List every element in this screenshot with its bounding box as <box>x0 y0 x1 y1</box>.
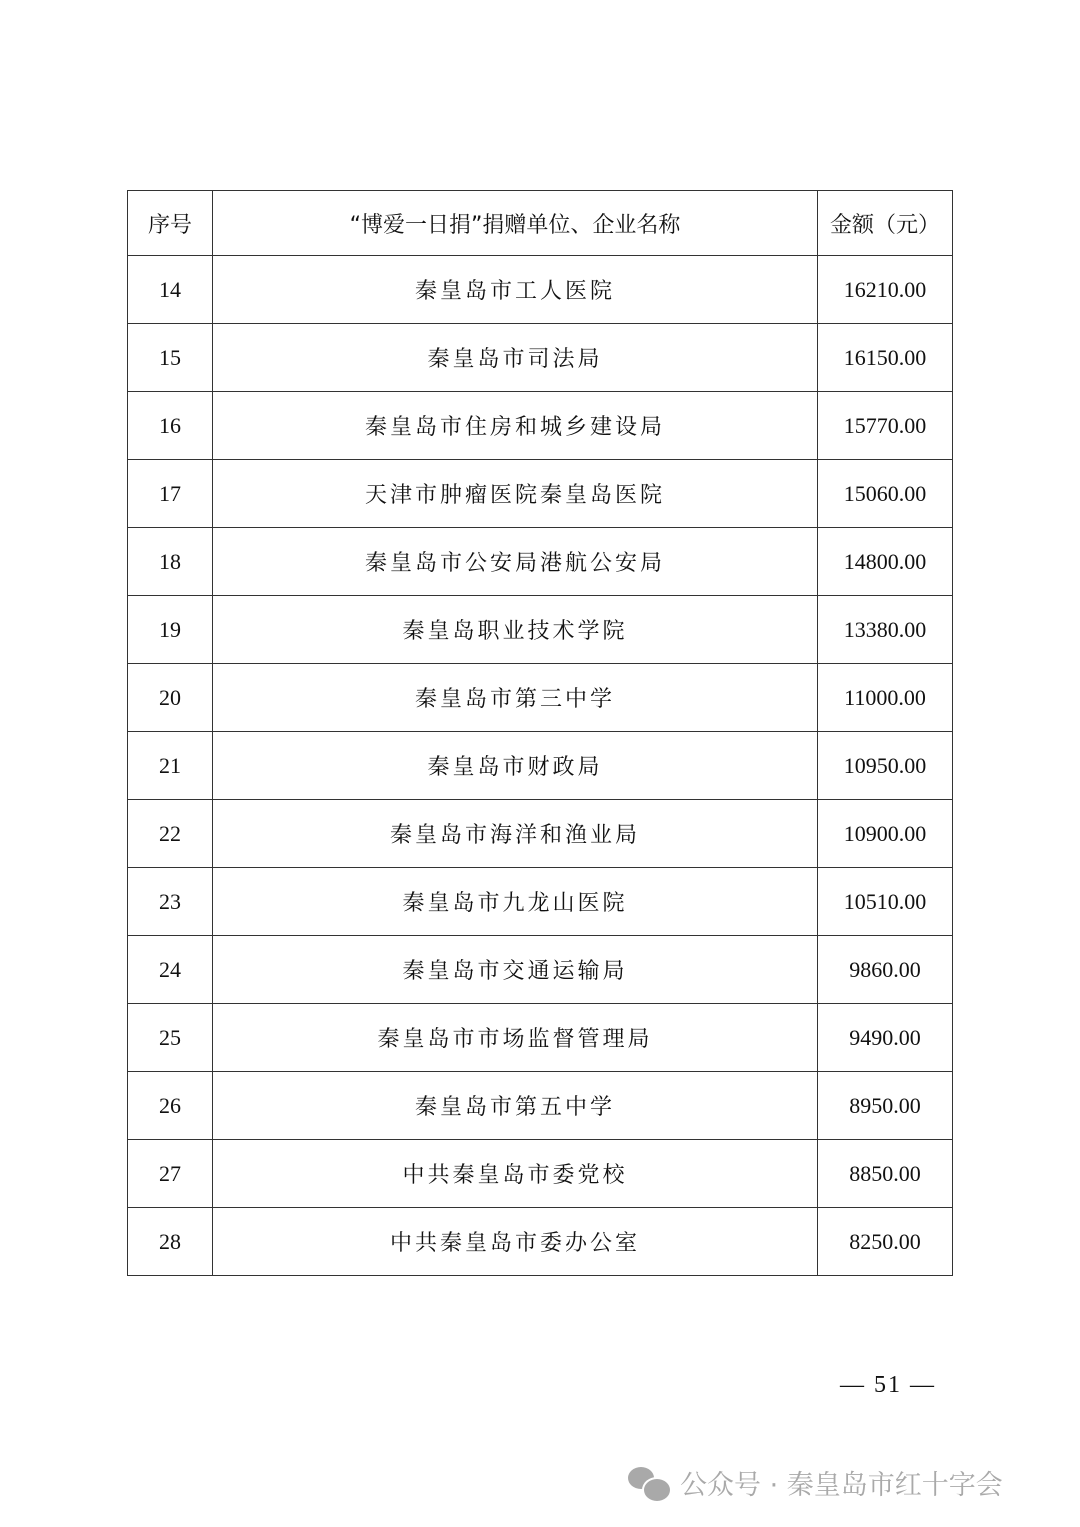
cell-name: 秦皇岛市财政局 <box>213 732 818 800</box>
table-row <box>128 1140 953 1208</box>
cell-amount: 16150.00 <box>818 324 953 392</box>
donation-table <box>127 190 953 1276</box>
cell-name: 秦皇岛市海洋和渔业局 <box>213 800 818 868</box>
cell-name: 秦皇岛市第五中学 <box>213 1072 818 1140</box>
cell-index: 26 <box>128 1072 213 1140</box>
table-row <box>128 256 953 324</box>
cell-name: 秦皇岛市住房和城乡建设局 <box>213 392 818 460</box>
header-amount: 金额（元） <box>818 191 953 256</box>
table-row <box>128 1072 953 1140</box>
table-row <box>128 460 953 528</box>
header-name: “博爱一日捐”捐赠单位、企业名称 <box>213 191 818 256</box>
watermark <box>628 1463 1003 1502</box>
cell-index: 19 <box>128 596 213 664</box>
cell-name: 秦皇岛市交通运输局 <box>213 936 818 1004</box>
table-row <box>128 664 953 732</box>
cell-index: 16 <box>128 392 213 460</box>
cell-name: 秦皇岛市工人医院 <box>213 256 818 324</box>
cell-index: 14 <box>128 256 213 324</box>
cell-amount: 16210.00 <box>818 256 953 324</box>
table-row <box>128 1208 953 1276</box>
cell-index: 20 <box>128 664 213 732</box>
table-row <box>128 732 953 800</box>
table-row <box>128 596 953 664</box>
cell-amount: 10510.00 <box>818 868 953 936</box>
cell-amount: 15770.00 <box>818 392 953 460</box>
cell-amount: 15060.00 <box>818 460 953 528</box>
cell-name: 秦皇岛市九龙山医院 <box>213 868 818 936</box>
cell-amount: 9860.00 <box>818 936 953 1004</box>
table-row <box>128 868 953 936</box>
cell-name: 天津市肿瘤医院秦皇岛医院 <box>213 460 818 528</box>
page-number: — 51 — <box>840 1372 936 1398</box>
cell-index: 15 <box>128 324 213 392</box>
cell-amount: 10900.00 <box>818 800 953 868</box>
cell-name: 秦皇岛市市场监督管理局 <box>213 1004 818 1072</box>
cell-amount: 13380.00 <box>818 596 953 664</box>
cell-name: 秦皇岛市第三中学 <box>213 664 818 732</box>
table-row <box>128 392 953 460</box>
cell-index: 24 <box>128 936 213 1004</box>
watermark-text: 公众号 · 秦皇岛市红十字会 <box>680 1470 1003 1501</box>
cell-amount: 8850.00 <box>818 1140 953 1208</box>
cell-amount: 9490.00 <box>818 1004 953 1072</box>
table-row <box>128 324 953 392</box>
cell-index: 25 <box>128 1004 213 1072</box>
header-index: 序号 <box>128 191 213 256</box>
table-header-row <box>128 191 953 256</box>
cell-index: 27 <box>128 1140 213 1208</box>
cell-name: 秦皇岛市公安局港航公安局 <box>213 528 818 596</box>
cell-amount: 14800.00 <box>818 528 953 596</box>
cell-amount: 11000.00 <box>818 664 953 732</box>
cell-index: 21 <box>128 732 213 800</box>
cell-index: 18 <box>128 528 213 596</box>
table-row <box>128 800 953 868</box>
table-row <box>128 528 953 596</box>
cell-index: 28 <box>128 1208 213 1276</box>
cell-name: 秦皇岛市司法局 <box>213 324 818 392</box>
cell-index: 22 <box>128 800 213 868</box>
table-row <box>128 1004 953 1072</box>
cell-amount: 10950.00 <box>818 732 953 800</box>
cell-index: 17 <box>128 460 213 528</box>
cell-amount: 8250.00 <box>818 1208 953 1276</box>
cell-name: 中共秦皇岛市委党校 <box>213 1140 818 1208</box>
cell-name: 秦皇岛职业技术学院 <box>213 596 818 664</box>
table-row <box>128 936 953 1004</box>
cell-index: 23 <box>128 868 213 936</box>
cell-amount: 8950.00 <box>818 1072 953 1140</box>
wechat-icon <box>628 1465 672 1501</box>
cell-name: 中共秦皇岛市委办公室 <box>213 1208 818 1276</box>
